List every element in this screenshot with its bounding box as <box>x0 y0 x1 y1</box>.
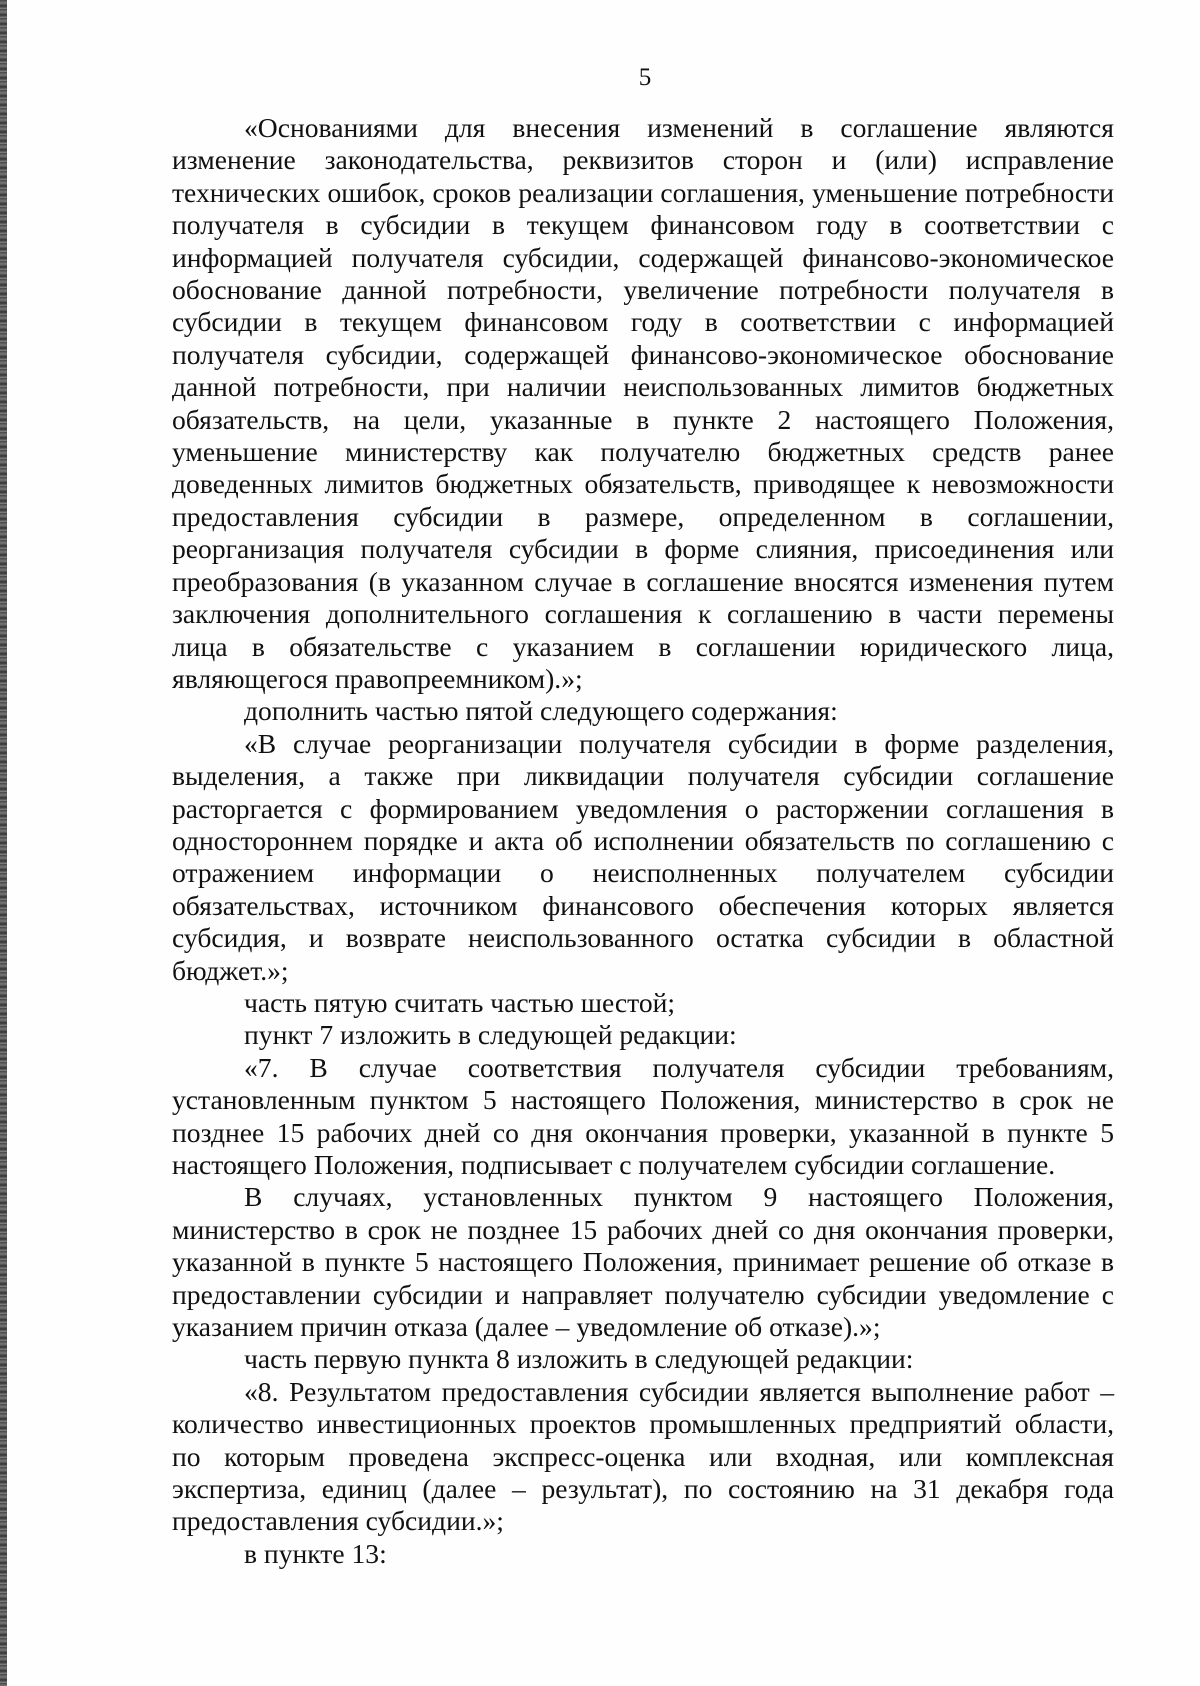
page-number: 5 <box>638 64 652 91</box>
paragraph-add-part-five: дополнить частью пятой следующего содержания: <box>244 695 838 727</box>
paragraph-point-7-refusal: В случаях, установленных пунктом 9 настоящего Положения, министерство в срок не позднее 15 рабочих дней со дня окончания проверки, указанной в пункте 5 настоящего Положения, принимает решение об отказе в предоставлении субсидии и направляет получателю субсидии уведомление с указанием причин отказа (далее – уведомление об отказе).»; <box>172 1181 1114 1343</box>
paragraph-point-8-text: «8. Результатом предоставления субсидии является выполнение работ – количество инвестиционных проектов промышленных предприятий области, по которым проведена экспресс-оценка или входная, или комплексная экспертиза, единиц (далее – результат), по состоянию на 31 декабря года предоставления субсидии.»; <box>172 1375 1114 1537</box>
paragraph-reorganization-case: «В случае реорганизации получателя субсидии в форме разделения, выделения, а также при ликвидации получателя субсидии соглашение расторгается с формированием уведомления о расторжении соглашения в одностороннем порядке и акта об исполнении обязательств по соглашению с отражением информации о неисполненных получателем субсидии обязательствах, источником финансового обеспечения которых является субсидия, и возврате неиспользованного остатка субсидии в областной бюджет.»; <box>172 727 1114 986</box>
paragraph-point-8-intro: часть первую пункта 8 изложить в следующей редакции: <box>244 1343 914 1375</box>
paragraph-point-13-intro: в пункте 13: <box>244 1537 387 1569</box>
scan-edge-strip <box>0 0 7 1686</box>
paragraph-amendment-grounds: «Основаниями для внесения изменений в соглашение являются изменение законодательства, реквизитов сторон и (или) исправление технических ошибок, сроков реализации соглашения, уменьшение потребности получателя в субсидии в текущем финансовом году в соответствии с информацией получателя субсидии, содержащей финансово-экономическое обоснование данной потребности, увеличение потребности получателя в субсидии в текущем финансовом году в соответствии с информацией получателя субсидии, содержащей финансово-экономическое обоснование данной потребности, при наличии неиспользованных лимитов бюджетных обязательств, на цели, указанные в пункте 2 настоящего Положения, уменьшение министерству как получателю бюджетных средств ранее доведенных лимитов бюджетных обязательств, приводящее к невозможности предоставления субсидии в размере, определенном в соглашении, реорганизация получателя субсидии в форме слияния, присоединения или преобразования (в указанном случае в соглашение вносятся изменения путем заключения дополнительного соглашения к соглашению в части перемены лица в обязательстве с указанием в соглашении юридического лица, являющегося правопреемником).»; <box>172 112 1114 694</box>
paragraph-point-7-text: «7. В случае соответствия получателя субсидии требованиям, установленным пунктом 5 настоящего Положения, министерство в срок не позднее 15 рабочих дней со дня окончания проверки, указанной в пункте 5 настоящего Положения, подписывает с получателем субсидии соглашение. <box>172 1051 1114 1180</box>
paragraph-renumber-part: часть пятую считать частью шестой; <box>244 986 676 1018</box>
document-body <box>172 112 1114 1570</box>
paragraph-point-7-intro: пункт 7 изложить в следующей редакции: <box>244 1019 737 1051</box>
